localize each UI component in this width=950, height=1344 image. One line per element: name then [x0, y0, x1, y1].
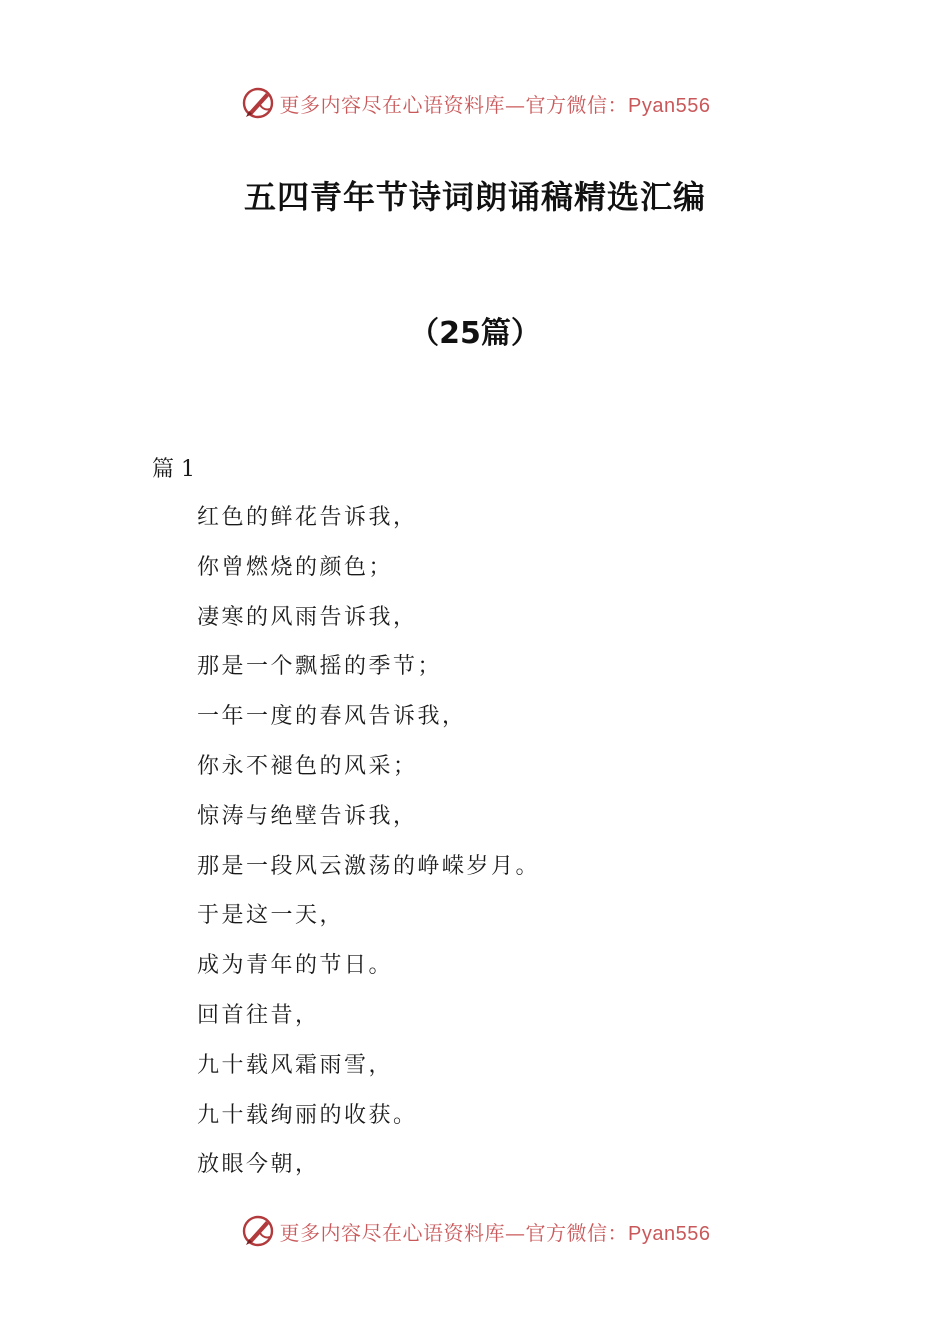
document-title: 五四青年节诗词朗诵稿精选汇编: [243, 178, 706, 216]
pen-logo-icon: [240, 1213, 276, 1249]
poem-line: 凄寒的风雨告诉我，: [197, 604, 418, 630]
watermark-text: 更多内容尽在心语资料库—官方微信：Pyan556: [279, 1220, 711, 1245]
poem-body: [197, 500, 540, 1197]
poem-line: 那是一个飘摇的季节；: [197, 654, 443, 680]
poem-line: 惊涛与绝壁告诉我，: [197, 803, 418, 829]
footer-watermark: [0, 1211, 950, 1251]
document-subtitle: （25篇）: [409, 316, 541, 351]
poem-line: 回首往昔，: [197, 1002, 320, 1028]
poem-line: 九十载绚丽的收获。: [197, 1102, 418, 1128]
header-watermark: [0, 83, 950, 123]
poem-line: 九十载风霜雨雪，: [197, 1052, 394, 1078]
poem-line: 那是一段风云激荡的峥嵘岁月。: [197, 853, 541, 879]
poem-line: 放眼今朝，: [197, 1152, 320, 1178]
pen-logo-icon: [240, 85, 276, 121]
watermark-wechat-id: Pyan556: [628, 1222, 711, 1245]
poem-line: 你永不褪色的风采；: [197, 753, 418, 779]
poem-line: 红色的鲜花告诉我，: [197, 505, 418, 530]
poem-line: 你曾燃烧的颜色；: [197, 554, 394, 580]
poem-line: 成为青年的节日。: [197, 953, 394, 979]
poem-line: 于是这一天，: [197, 903, 345, 929]
watermark-wechat-id: Pyan556: [628, 94, 711, 117]
poem-line: 一年一度的春风告诉我，: [197, 704, 467, 730]
section-label: 篇 1: [152, 457, 195, 482]
watermark-text: 更多内容尽在心语资料库—官方微信：Pyan556: [279, 92, 711, 117]
